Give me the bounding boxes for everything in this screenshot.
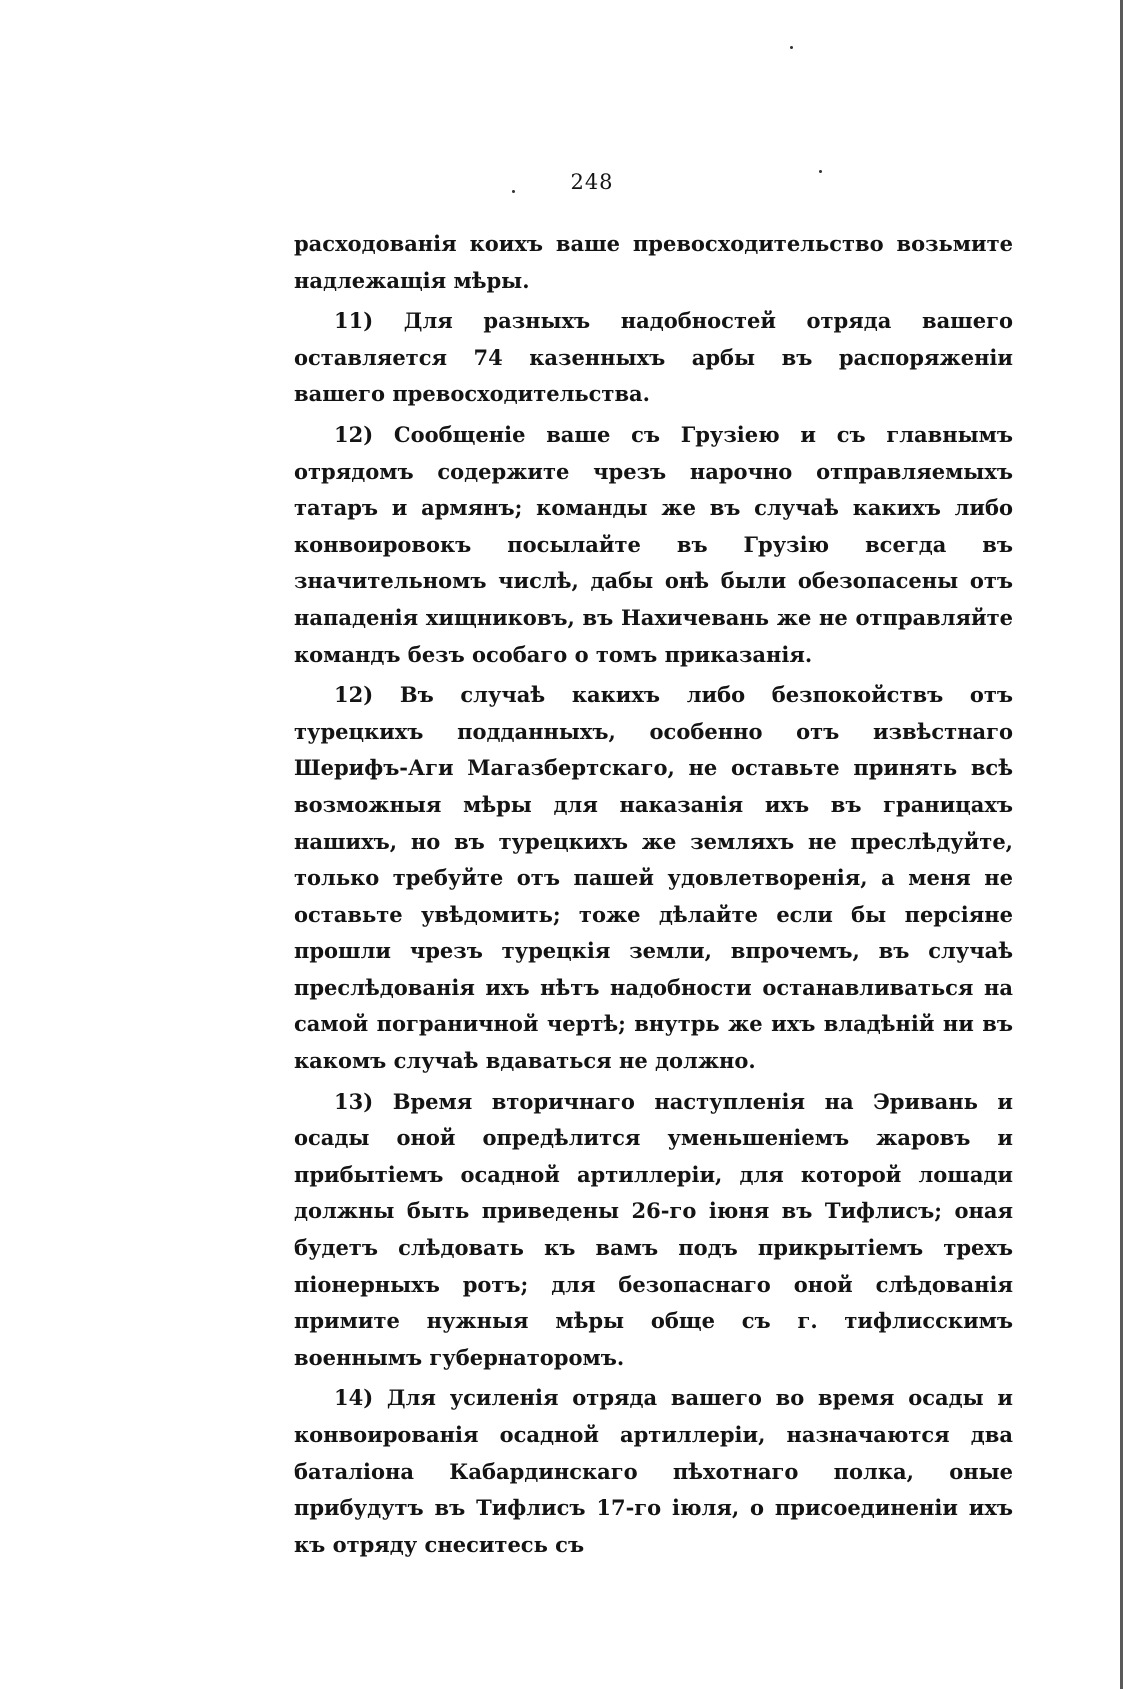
- paragraph-11: 11) Для разныхъ надобностей отряда вашего оставляется 74 казенныхъ арбы въ распоряженіи вашего превосходительства.: [294, 308, 1013, 407]
- paragraph-12b: 12) Въ случаѣ какихъ либо безпокойствъ отъ турецкихъ подданныхъ, особенно отъ извѣстнаго Шерифъ-Аги Магазбертскаго, не оставьте принять всѣ возможныя мѣры для наказанія ихъ въ границахъ нашихъ, но въ турецкихъ же земляхъ не преслѣдуйте, только требуйте отъ пашей удовлетворенія, а меня не оставьте увѣдомить; тоже дѣлайте если бы персіяне прошли чрезъ турецкія земли, впрочемъ, въ случаѣ преслѣдованія ихъ нѣтъ надобности останавливаться на самой пограничной чертѣ; внутрь же ихъ владѣній ни въ какомъ случаѣ вдаваться не должно.: [294, 682, 1013, 1074]
- paragraph-14: 14) Для усиленія отряда вашего во время осады и конвоированія осадной артиллеріи, назначаются два баталіона Кабардинскаго пѣхотнаго полка, оные прибудутъ въ Тифлисъ 17-го іюля, о присоединеніи ихъ къ отряду снеситесь съ: [294, 1385, 1013, 1557]
- scan-speck: [790, 46, 793, 49]
- paragraph-continuation: расходованія коихъ ваше превосходительство возьмите надлежащія мѣры.: [294, 231, 1013, 293]
- page-number: 248: [570, 170, 614, 194]
- body-text: [294, 226, 1013, 1567]
- paragraph-12a: 12) Сообщеніе ваше съ Грузіею и съ главнымъ отрядомъ содержите чрезъ нарочно отправляемыхъ татаръ и армянъ; команды же въ случаѣ какихъ либо конвоировокъ посылайте въ Грузію всегда въ значительномъ числѣ, дабы онѣ были обезопасены отъ нападенія хищниковъ, въ Нахичевань же не отправляйте командъ безъ особаго о томъ приказанія.: [294, 421, 1013, 667]
- paragraph-13: 13) Время вторичнаго наступленія на Эривань и осады оной опредѣлится уменьшеніемъ жаровъ и прибытіемъ осадной артиллеріи, для которой лошади должны быть приведены 26-го іюня въ Тифлисъ; оная будетъ слѣдовать къ вамъ подъ прикрытіемъ трехъ піонерныхъ ротъ; для безопаснаго оной слѣдованія примите нужныя мѣры обще съ г. тифлисскимъ военнымъ губернаторомъ.: [294, 1088, 1013, 1370]
- page-edge-line: [1120, 0, 1123, 1689]
